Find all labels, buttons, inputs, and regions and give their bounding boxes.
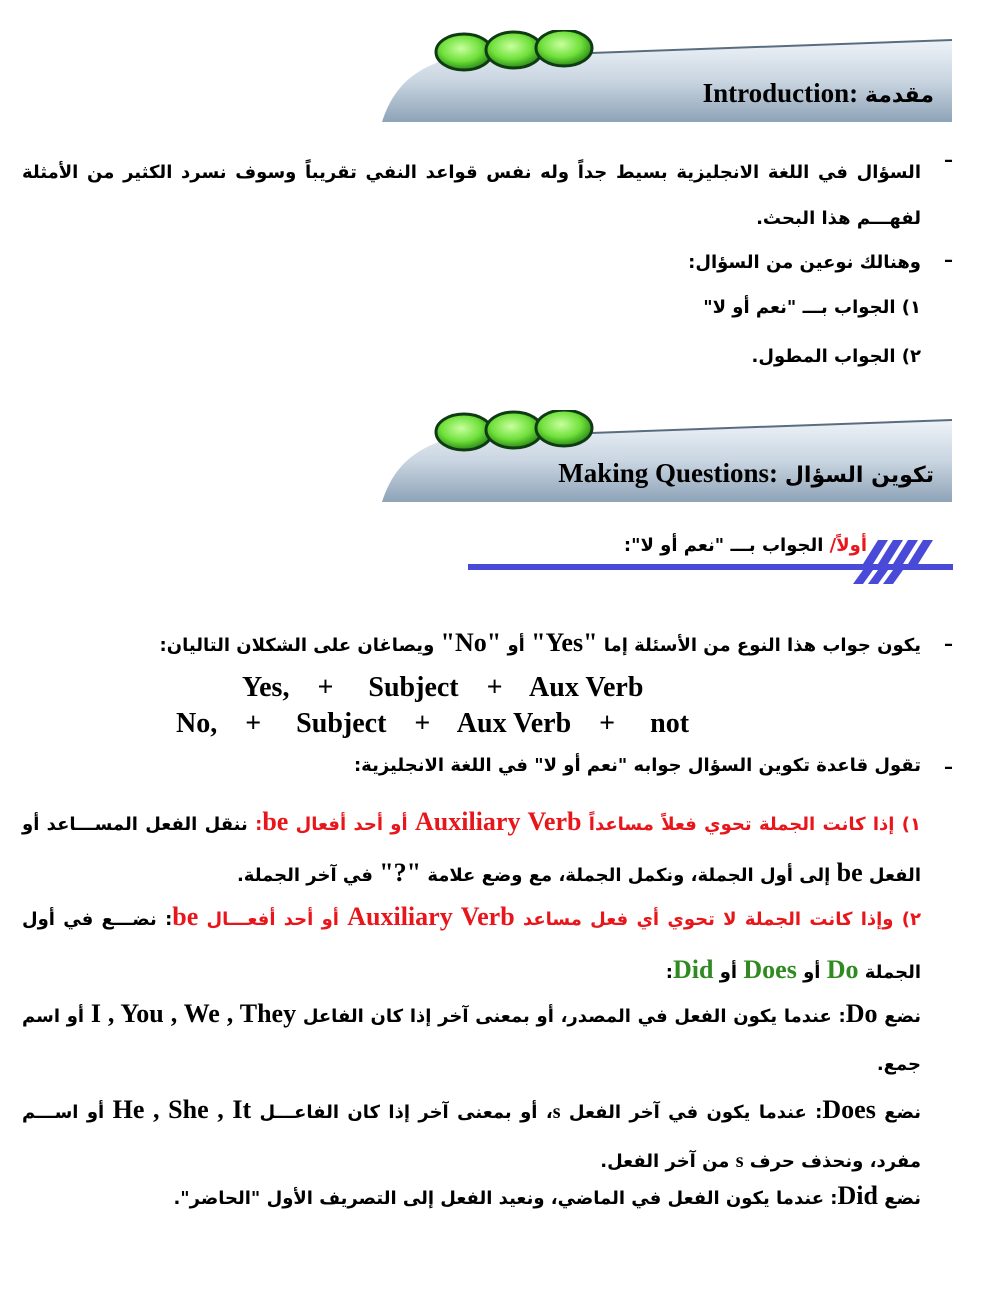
rule1-black-b: إلى أول الجملة، ونكمل الجملة، مع وضع علامة <box>421 865 837 886</box>
rule2-do: Do <box>826 955 859 984</box>
dash-bullet-icon: – <box>944 150 953 171</box>
answer-intro-a: يكون جواب هذا النوع من الأسئلة إما <box>597 635 921 656</box>
do-explain: : عندما يكون الفعل في المصدر، أو بمعنى آخر إذا كان الفاعل <box>296 1006 846 1027</box>
rule1-red-a: ١) إذا كانت الجملة تحوي فعلاً مساعداً <box>581 814 921 835</box>
does-s: s <box>552 1101 561 1123</box>
does-subjects: He , She , It <box>112 1095 252 1124</box>
rule2-colon: : <box>665 962 673 983</box>
do-subjects: I , You , We , They <box>90 999 297 1028</box>
making-title-en: Making Questions: <box>558 458 779 488</box>
usage-does <box>22 1086 921 1186</box>
do-put: نضع <box>877 1006 922 1027</box>
rule2-does: Does <box>743 955 797 984</box>
does-explain-a: : عندما يكون في آخر الفعل <box>560 1102 823 1123</box>
do-end: أو اسم جمع. <box>22 1006 921 1075</box>
does-s2: s <box>735 1150 744 1172</box>
heading-prefix: أولاً/ <box>829 535 867 556</box>
does-explain-b: ، أو بمعنى آخر إذا كان الفاعـــل <box>251 1102 553 1123</box>
rule-1 <box>22 798 921 900</box>
intro-banner <box>372 30 952 125</box>
answer-intro-b: ويصاغان على الشكلان التاليان: <box>159 635 441 656</box>
dash-bullet-icon: – <box>944 250 953 271</box>
does-explain-c: أو اســـم مفرد، ونحذف حرف <box>22 1102 921 1172</box>
rule2-or-2: أو <box>713 962 744 983</box>
rule1-black-c: في آخر الجملة. <box>236 865 380 886</box>
rule2-did: Did <box>673 955 714 984</box>
no-formula: No, + Subject + Aux Verb + not <box>176 708 690 739</box>
rule-intro: تقول قاعدة تكوين السؤال جوابه "نعم أو لا" في اللغة الانجليزية: <box>353 755 921 776</box>
yes-word: "Yes" <box>531 628 598 657</box>
do-word: Do <box>845 999 878 1028</box>
does-end: من آخر الفعل. <box>600 1151 736 1172</box>
dash-bullet-icon: – <box>944 634 953 655</box>
rule2-or-1: أو <box>796 962 827 983</box>
rule2-red-b: أو أحد أفعـــال <box>198 909 348 930</box>
rule1-red-b: أو أحد أفعال <box>288 814 415 835</box>
rule1-question-mark: "?" <box>379 858 422 887</box>
or-word: أو <box>501 635 532 656</box>
does-put: نضع <box>875 1102 922 1123</box>
rule1-black-a: ننقل الفعل المســـاعد أو الفعل <box>22 814 921 886</box>
intro-item-2: ٢) الجواب المطول. <box>751 346 921 367</box>
did-explain: : عندما يكون الفعل في الماضي، ونعيد الفعل إلى التصريف الأول "الحاضر". <box>173 1188 838 1209</box>
yes-no-heading <box>624 535 867 556</box>
intro-item-1: ١) الجواب بـــ "نعم أو لا" <box>703 297 921 318</box>
intro-title-ar: مقدمة <box>864 83 934 108</box>
rule1-be2: be <box>836 858 863 887</box>
making-title-ar: تكوين السؤال <box>784 463 934 488</box>
rule2-be: be <box>172 902 199 931</box>
yes-formula: Yes, + Subject + Aux Verb <box>242 672 644 703</box>
rule2-aux: Auxiliary Verb <box>347 902 515 931</box>
rule-2 <box>22 892 921 998</box>
making-questions-banner <box>372 410 952 505</box>
intro-title <box>703 78 934 109</box>
no-word: "No" <box>440 628 502 657</box>
does-word: Does <box>822 1095 876 1124</box>
rule1-be: be <box>262 807 289 836</box>
dash-bullet-icon: – <box>944 757 953 778</box>
heading-title: الجواب بـــ "نعم أو لا": <box>623 535 830 556</box>
intro-paragraph-1: السؤال في اللغة الانجليزية بسيط جداً وله نفس قواعد النفي تقريباً وسوف نسرد الكثير من الأمثلة لفهـــم هذا البحث. <box>22 162 921 229</box>
rule2-red-a: ٢) وإذا كانت الجملة لا تحوي أي فعل مساعد <box>514 909 921 930</box>
rule1-aux: Auxiliary Verb <box>415 807 582 836</box>
usage-did <box>173 1183 921 1212</box>
intro-paragraph-2: وهنالك نوعين من السؤال: <box>688 252 921 273</box>
rule2-black-a: : نضـــع في أول الجملة <box>22 909 921 983</box>
did-put: نضع <box>877 1188 921 1209</box>
usage-do <box>22 990 921 1089</box>
rule1-colon: : <box>247 814 263 835</box>
making-title <box>558 458 934 489</box>
did-word: Did <box>837 1181 878 1210</box>
intro-title-en: Introduction: <box>702 78 859 108</box>
answer-forms-intro <box>160 630 921 659</box>
